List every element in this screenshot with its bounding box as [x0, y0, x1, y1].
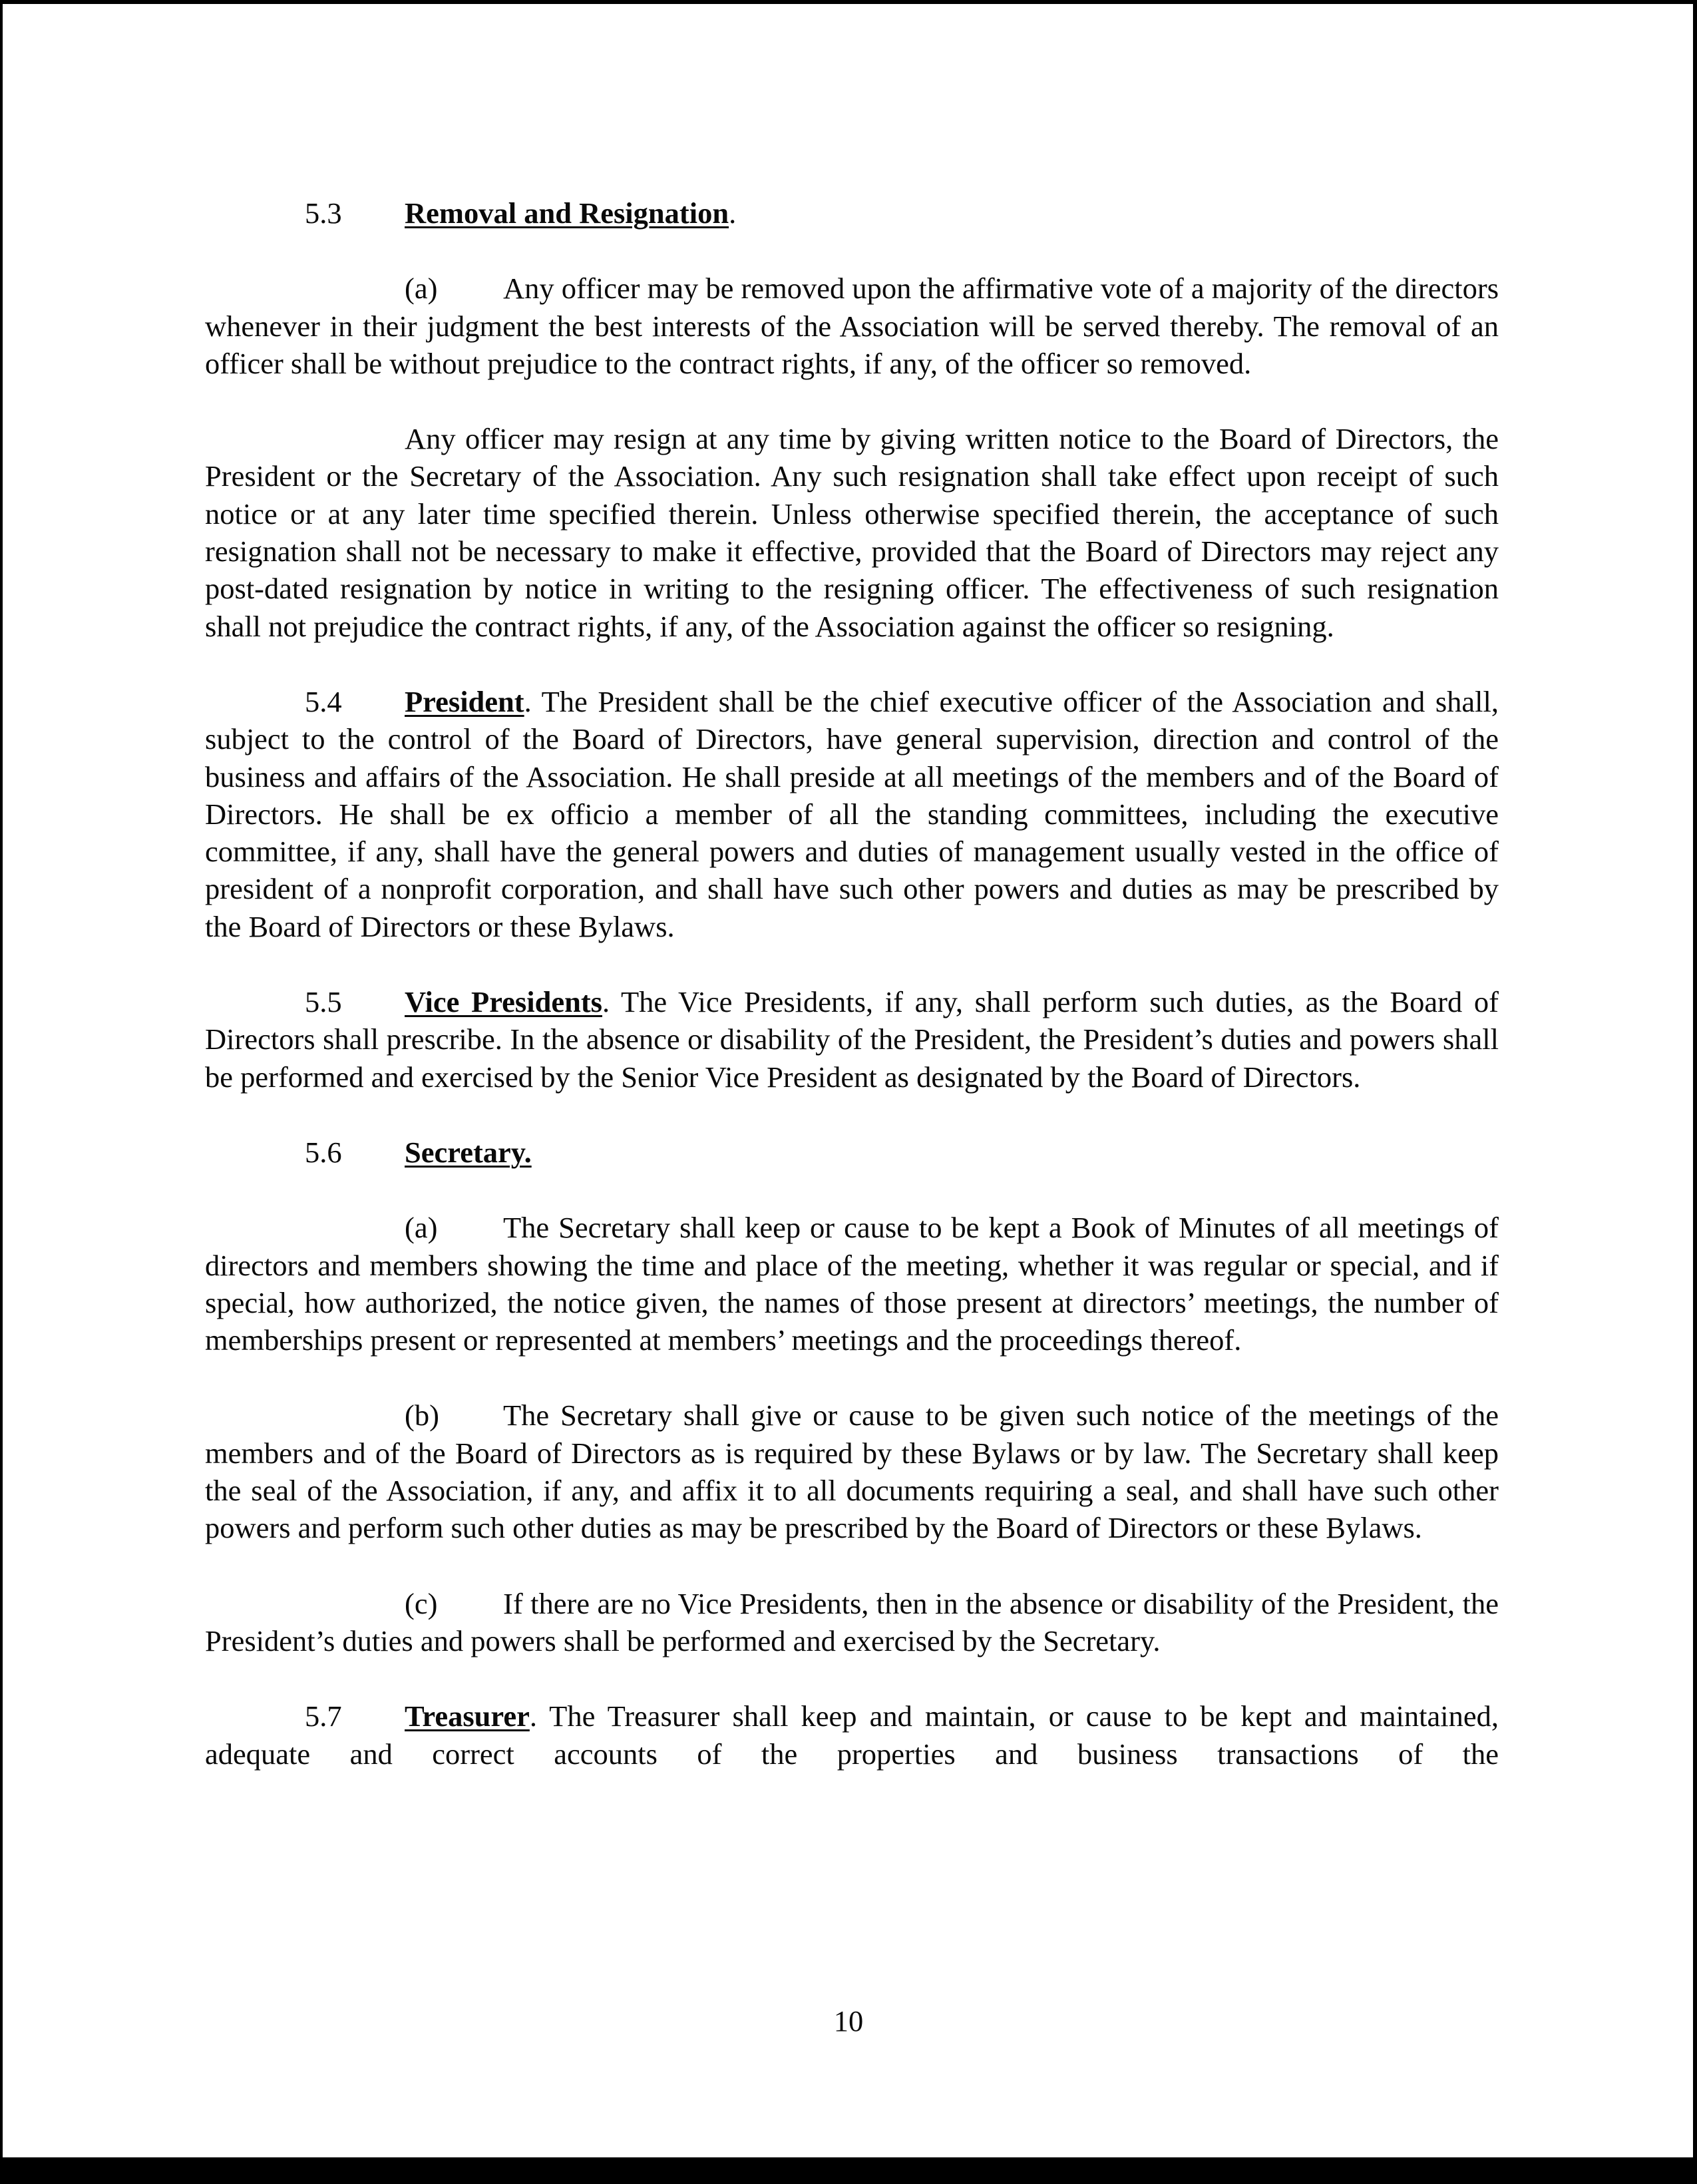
subsection-label: (a): [405, 272, 438, 306]
section-5-6-c-paragraph: [205, 1585, 1499, 1660]
section-title: Removal and Resignation: [405, 196, 729, 230]
subsection-text: If there are no Vice Presidents, then in the absence or disability of the President, the President’s duties and powers shall be performed and exercised by the Secretary.: [205, 1586, 1499, 1657]
section-number: 5.5: [305, 985, 342, 1019]
subsection-label: (a): [405, 1211, 438, 1245]
section-text: . The Treasurer shall keep and maintain, or cause to be kept and maintained, adequate and correct accounts of the properties and business transactions of the: [205, 1699, 1499, 1771]
subsection-text: Any officer may be removed upon the affirmative vote of a majority of the directors whenever in their judgment the best interests of the Association will be served thereby. The removal of an officer shall be without prejudice to the contract rights, if any, of the officer so removed.: [205, 272, 1499, 380]
section-5-5-paragraph: [205, 983, 1499, 1096]
subsection-label: (c): [405, 1586, 438, 1620]
section-text: . The Vice Presidents, if any, shall perform such duties, as the Board of Directors shall prescribe. In the absence or disability of the President, the President’s duties and powers shall be performed and exercised by the Senior Vice President as designated by the Board of Directors.: [205, 985, 1499, 1094]
document-body: [205, 194, 1499, 1811]
section-title: Vice Presidents: [405, 985, 602, 1019]
subsection-text: The Secretary shall give or cause to be given such notice of the meetings of the members and of the Board of Directors as is required by these Bylaws or by law. The Secretary shall keep the seal of the Association, if any, and affix it to all documents requiring a seal, and shall have such other powers and perform such other duties as may be prescribed by the Board of Directors or these Bylaws.: [205, 1399, 1499, 1545]
section-number: 5.7: [305, 1699, 342, 1733]
section-5-4-paragraph: [205, 683, 1499, 945]
page-number: 10: [833, 2004, 864, 2038]
section-text: . The President shall be the chief executive officer of the Association and shall, subject to the control of the Board of Directors, have general supervision, direction and control of the business and affairs of the Association. He shall preside at all meetings of the members and of the Board of Directors. He shall be ex officio a member of all the standing committees, including the executive committee, if any, shall have the general powers and duties of management usually vested in the office of president of a nonprofit corporation, and shall have such other powers and duties as may be prescribed by the Board of Directors or these Bylaws.: [205, 684, 1499, 943]
section-5-6-b-paragraph: [205, 1397, 1499, 1546]
section-number: 5.4: [305, 684, 342, 718]
section-5-3-a-paragraph: [205, 270, 1499, 382]
section-5-3-resignation-paragraph: Any officer may resign at any time by giving written notice to the Board of Directors, the President or the Secretary of the Association. Any such resignation shall take effect upon receipt of such notice or at any later time specified therein. Unless otherwise specified therein, the acceptance of such resignation shall not be necessary to make it effective, provided that the Board of Directors may reject any post-dated resignation by notice in writing to the resigning officer. The effectiveness of such resignation shall not prejudice the contract rights, if any, of the Association against the officer so resigning.: [205, 422, 1499, 643]
section-5-6-heading: [205, 1134, 1499, 1171]
section-5-6-a-paragraph: [205, 1209, 1499, 1359]
section-number: 5.6: [305, 1135, 342, 1169]
section-5-7-paragraph: [205, 1697, 1499, 1773]
title-punctuation: .: [729, 196, 737, 230]
section-title: President: [405, 684, 524, 718]
section-title: Treasurer: [405, 1699, 530, 1733]
subsection-label: (b): [405, 1399, 439, 1432]
section-number: 5.3: [305, 196, 342, 230]
section-title: Secretary.: [405, 1135, 532, 1169]
section-5-3-heading: [205, 194, 1499, 232]
subsection-text: The Secretary shall keep or cause to be kept a Book of Minutes of all meetings of directors and members showing the time and place of the meeting, whether it was regular or special, and if special, how authorized, the notice given, the names of those present at directors’ meetings, the number of memberships present or represented at members’ meetings and the proceedings thereof.: [205, 1211, 1499, 1357]
